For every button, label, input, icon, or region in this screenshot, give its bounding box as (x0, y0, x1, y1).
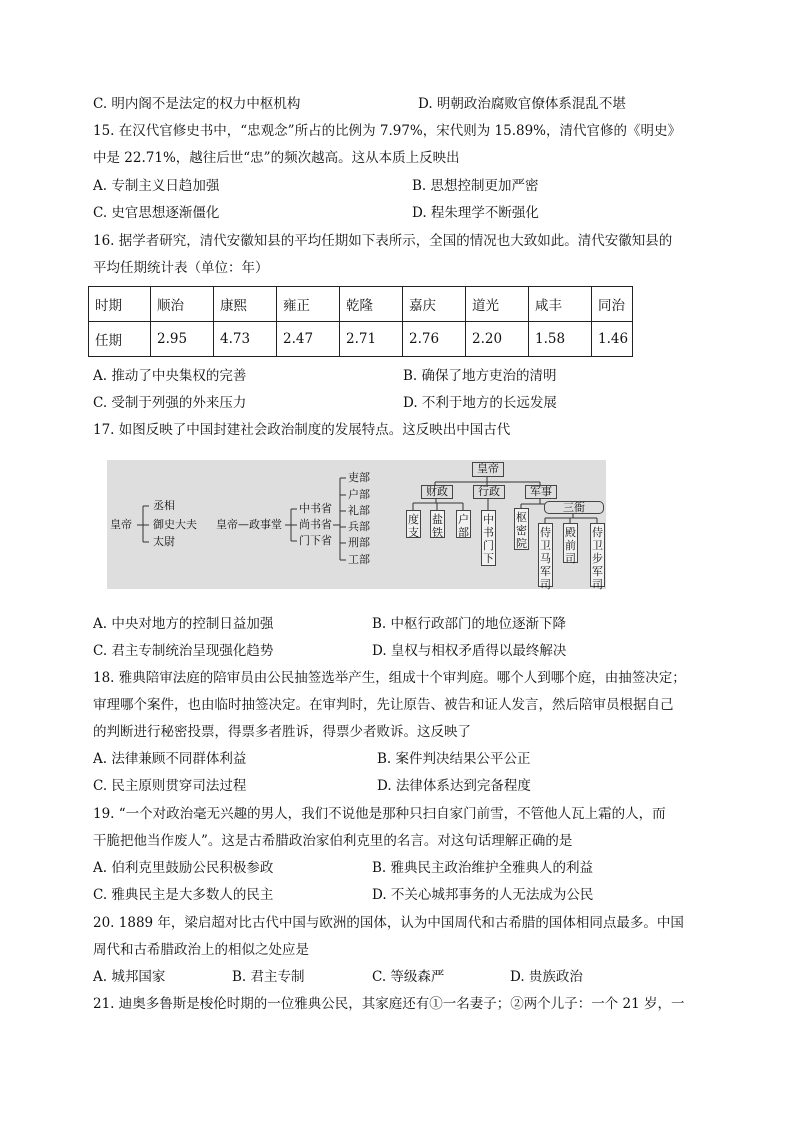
q20-option-a: A. 城邦国家 (93, 969, 166, 985)
diagram-sanya (544, 501, 604, 514)
table-cell: 2.20 (466, 322, 529, 357)
q19-stem-line2: 干脆把他当作废人”。这是古希腊政治家伯利克里的名言。对这句话理解正确的是 (93, 833, 573, 849)
q20-option-d: D. 贵族政治 (510, 969, 583, 985)
diagram-hubu: 户部 (348, 488, 370, 501)
table-cell: 2.71 (340, 322, 403, 357)
q14-option-d: D. 明朝政治腐败官僚体系混乱不堪 (418, 96, 626, 112)
diagram-duzhi: 度 支 (406, 510, 421, 538)
q20-stem-line2: 周代和古希腊政治上的相似之处应是 (93, 942, 309, 958)
q18-option-a: A. 法律兼顾不同群体利益 (93, 751, 247, 767)
diagram-xingbu: 刑部 (348, 536, 370, 549)
diagram-military: 军事 (525, 485, 557, 499)
q18-option-b: B. 案件判决结果公平公正 (377, 751, 531, 767)
political-system-diagram (107, 460, 606, 589)
table-cell: 同治 (592, 287, 633, 322)
diagram-bingbu: 兵部 (348, 520, 370, 533)
q18-option-d: D. 法律体系达到完备程度 (377, 778, 531, 794)
diagram-palace-command: 殿 前 司 (563, 523, 578, 563)
diagram-infantry-office: 侍 卫 步 军 司 (590, 523, 605, 587)
q16-option-c: C. 受制于列强的外来压力 (93, 395, 247, 411)
q15-option-b: B. 思想控制更加严密 (412, 178, 539, 194)
q15-option-a: A. 专制主义日趋加强 (93, 178, 220, 194)
q18-stem-line2: 审理哪个案件，也由临时抽签决定。在审判时，先让原告、被告和证人发言，然后陪审员根据自己 (93, 697, 674, 713)
diagram-finance: 财政 (421, 485, 453, 499)
table-cell: 4.73 (214, 322, 277, 357)
q19-option-b: B. 雅典民主政治维护全雅典人的利益 (372, 860, 594, 876)
table-cell: 顺治 (151, 287, 214, 322)
table-cell: 2.76 (403, 322, 466, 357)
q20-option-c: C. 等级森严 (372, 969, 445, 985)
diagram-libu-rites: 礼部 (348, 504, 370, 517)
table-cell: 1.46 (592, 322, 633, 357)
diagram-hubu-song: 户 部 (456, 510, 471, 538)
q18-stem-line3: 的判断进行秘密投票，得票多者胜诉，得票少者败诉。这反映了 (93, 724, 471, 740)
diagram-tang-root: 皇帝—政事堂 (216, 518, 282, 531)
q16-option-a: A. 推动了中央集权的完善 (93, 368, 247, 384)
q15-stem-line2: 中是 22.71%，越往后世“忠”的频次越高。这从本质上反映出 (93, 150, 460, 166)
table-row (89, 287, 633, 322)
diagram-sanya-label: 三衙 (563, 501, 585, 514)
diagram-zhongshu: 中书省 (299, 502, 332, 515)
diagram-gongbu: 工部 (348, 553, 370, 566)
diagram-emperor-song: 皇帝 (472, 462, 504, 477)
table-cell: 2.95 (151, 322, 214, 357)
table-cell: 任期 (89, 322, 151, 357)
q20-stem-line1: 20. 1889 年，梁启超对比古代中国与欧洲的国体，认为中国周代和古希腊的国体相同点最多。中国 (93, 915, 684, 931)
q15-option-c: C. 史官思想逐渐僵化 (93, 205, 220, 221)
q16-option-b: B. 确保了地方吏治的清明 (403, 368, 557, 384)
diagram-emperor-qinhan: 皇帝 (110, 518, 132, 531)
table-cell: 1.58 (529, 322, 592, 357)
diagram-menxia: 门下省 (299, 534, 332, 547)
table-cell: 乾隆 (340, 287, 403, 322)
diagram-zhongshu-menxia: 中 书 门 下 (481, 510, 496, 566)
q17-option-b: B. 中枢行政部门的地位逐渐下降 (372, 616, 567, 632)
diagram-censor: 御史大夫 (153, 518, 197, 531)
table-cell: 嘉庆 (403, 287, 466, 322)
table-cell: 2.47 (277, 322, 340, 357)
q17-option-a: A. 中央对地方的控制日益加强 (93, 616, 274, 632)
diagram-chancellor: 丞相 (153, 499, 175, 512)
q18-option-c: C. 民主原则贯穿司法过程 (93, 778, 247, 794)
q16-stem-line2: 平均任期统计表（单位：年） (93, 260, 269, 276)
q19-option-a: A. 伯利克里鼓励公民积极参政 (93, 860, 274, 876)
q16-stem-line1: 16. 据学者研究，清代安徽知县的平均任期如下表所示，全国的情况也大致如此。清代安徽知县的 (93, 233, 673, 249)
table-cell: 咸丰 (529, 287, 592, 322)
diagram-yantie: 盐 铁 (430, 510, 445, 538)
table-cell: 康熙 (214, 287, 277, 322)
table-cell: 雍正 (277, 287, 340, 322)
q18-stem-line1: 18. 雅典陪审法庭的陪审员由公民抽签选举产生，组成十个审判庭。哪个人到哪个庭，由抽签决定； (93, 670, 686, 686)
q19-option-c: C. 雅典民主是大多数人的民主 (93, 887, 274, 903)
q19-option-d: D. 不关心城邦事务的人无法成为公民 (372, 887, 594, 903)
q16-option-d: D. 不利于地方的长远发展 (403, 395, 557, 411)
diagram-shumiyuan: 枢 密 院 (514, 508, 529, 550)
diagram-libu-personnel: 吏部 (348, 471, 370, 484)
q19-stem-line1: 19. “一个对政治毫无兴趣的男人，我们不说他是那种只扫自家门前雪，不管他人瓦上霜的人，而 (93, 806, 666, 822)
table-row (89, 322, 633, 357)
table-cell: 道光 (466, 287, 529, 322)
diagram-shangshu: 尚书省 (299, 518, 332, 531)
q15-stem-line1: 15. 在汉代官修史书中，“忠观念”所占的比例为 7.97%，宋代则为 15.89%，清代官修的《明史》 (93, 123, 682, 139)
q21-stem-line1: 21. 迪奥多鲁斯是梭伦时期的一位雅典公民，其家庭还有①一名妻子；②两个儿子：一个 21 岁，一 (93, 996, 685, 1012)
diagram-cavalry-office: 侍 卫 马 军 司 (538, 523, 553, 587)
tenure-table (88, 286, 633, 357)
q14-option-c: C. 明内阁不是法定的权力中枢机构 (93, 96, 301, 112)
q17-option-c: C. 君主专制统治呈现强化趋势 (93, 643, 274, 659)
diagram-taiwei: 太尉 (153, 535, 175, 548)
q15-option-d: D. 程朱理学不断强化 (412, 205, 539, 221)
table-cell: 时期 (89, 287, 151, 322)
q17-option-d: D. 皇权与相权矛盾得以最终解决 (372, 643, 567, 659)
q17-stem-line1: 17. 如图反映了中国封建社会政治制度的发展特点。这反映出中国古代 (93, 422, 511, 438)
diagram-administration: 行政 (473, 485, 505, 499)
q20-option-b: B. 君主专制 (232, 969, 305, 985)
